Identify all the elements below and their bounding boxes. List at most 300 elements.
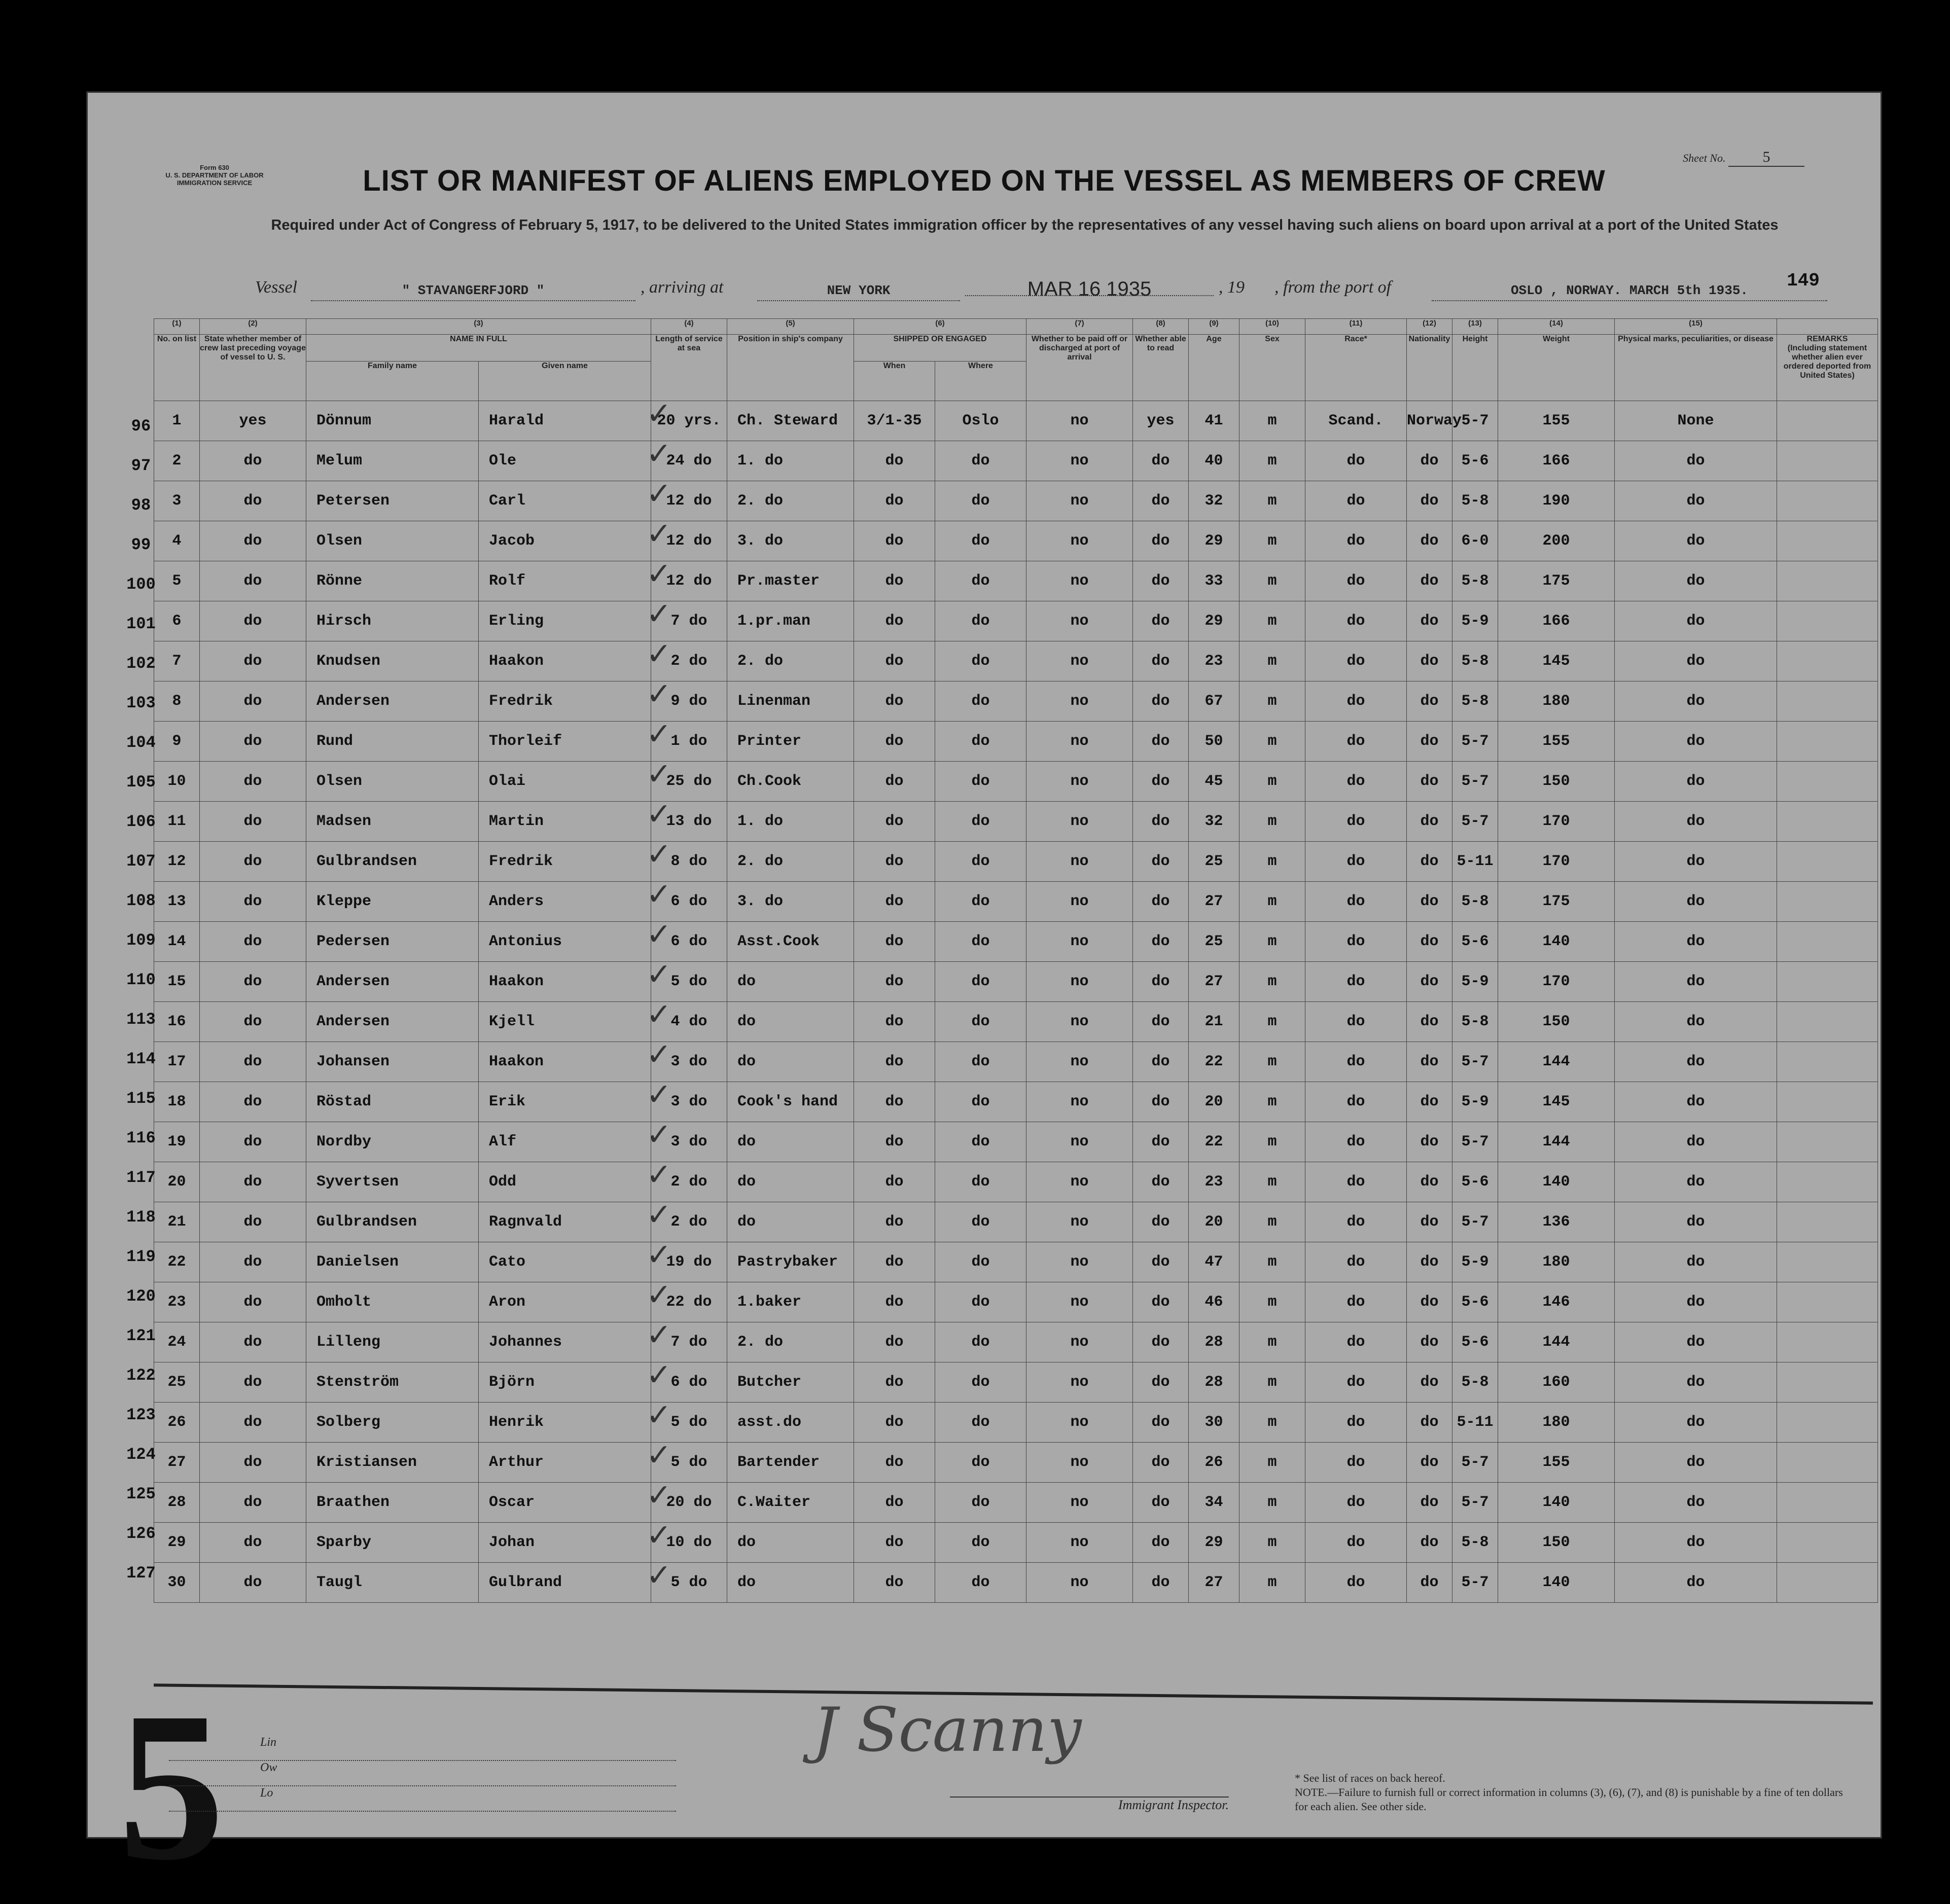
- cell-nat: do: [1407, 1162, 1452, 1202]
- column-number: (5): [727, 319, 854, 335]
- cell-nat: do: [1407, 962, 1452, 1002]
- cell-length: [646, 1197, 727, 1242]
- check-mark-icon: ✓: [646, 1397, 672, 1433]
- cell-height: 5-11: [1452, 842, 1498, 882]
- cell-given: Arthur: [479, 1443, 651, 1483]
- cell-race: do: [1305, 1322, 1407, 1362]
- cell-marks: do: [1615, 1563, 1777, 1603]
- race-note: * See list of races on back hereof.: [1295, 1772, 1445, 1784]
- cell-length: [646, 396, 727, 441]
- cell-length: [646, 1357, 727, 1403]
- cell-where: do: [935, 521, 1026, 561]
- cell-nat: do: [1407, 1523, 1452, 1563]
- column-sublabel: When: [854, 361, 935, 401]
- cell-position: Bartender: [727, 1443, 854, 1483]
- cell-marks: do: [1615, 1082, 1777, 1122]
- cell-height: 5-7: [1452, 762, 1498, 802]
- cell-weight: 136: [1498, 1202, 1615, 1242]
- table-row: [154, 802, 1878, 842]
- cell-family: Braathen: [306, 1483, 479, 1523]
- year-label: , 19: [1219, 278, 1245, 297]
- cell-height: 5-6: [1452, 1162, 1498, 1202]
- cell-weight: 175: [1498, 561, 1615, 601]
- cell-sex: m: [1239, 1563, 1305, 1603]
- manifest-line-number: 102: [126, 654, 156, 673]
- cell-no: 28: [154, 1483, 200, 1523]
- cell-where: do: [935, 1002, 1026, 1042]
- cell-marks: do: [1615, 1403, 1777, 1443]
- cell-when: do: [854, 802, 935, 842]
- cell-read: do: [1133, 962, 1189, 1002]
- cell-nat: do: [1407, 1403, 1452, 1443]
- cell-family: Kleppe: [306, 882, 479, 922]
- cell-read: yes: [1133, 401, 1189, 441]
- manifest-line-number: 116: [126, 1129, 156, 1147]
- column-label: Physical marks, peculiarities, or disease: [1615, 335, 1777, 401]
- cell-weight: 150: [1498, 762, 1615, 802]
- cell-position: 3. do: [727, 521, 854, 561]
- cell-position: Pr.master: [727, 561, 854, 601]
- cell-weight: 175: [1498, 882, 1615, 922]
- cell-given: Martin: [479, 802, 651, 842]
- cell-height: 5-8: [1452, 681, 1498, 722]
- table-row: [154, 962, 1878, 1002]
- length-value: 22 do: [666, 1294, 712, 1311]
- cell-height: 5-8: [1452, 1362, 1498, 1403]
- cell-weight: 180: [1498, 1242, 1615, 1282]
- cell-sex: m: [1239, 1122, 1305, 1162]
- cell-given: Haakon: [479, 962, 651, 1002]
- cell-age: 23: [1189, 641, 1239, 681]
- cell-where: do: [935, 842, 1026, 882]
- cell-age: 29: [1189, 521, 1239, 561]
- cell-paid: no: [1026, 521, 1133, 561]
- column-sublabel: Family name: [306, 361, 479, 401]
- cell-length: [646, 1237, 727, 1282]
- cell-where: do: [935, 441, 1026, 481]
- cell-when: do: [854, 1042, 935, 1082]
- column-number: (11): [1305, 319, 1407, 335]
- cell-given: Fredrik: [479, 842, 651, 882]
- cell-prev: do: [200, 722, 306, 762]
- table-header: [154, 319, 1878, 401]
- cell-paid: no: [1026, 681, 1133, 722]
- cell-read: do: [1133, 481, 1189, 521]
- cell-length: [646, 797, 727, 842]
- length-value: 12 do: [666, 492, 712, 510]
- check-mark-icon: ✓: [646, 1518, 672, 1553]
- cell-length: [646, 636, 727, 681]
- cell-no: 11: [154, 802, 200, 842]
- cell-given: Odd: [479, 1162, 651, 1202]
- footer-line-1: Lin: [169, 1736, 676, 1761]
- cell-read: do: [1133, 1483, 1189, 1523]
- cell-remarks: [1777, 1122, 1878, 1162]
- table-row: [154, 601, 1878, 641]
- column-label: REMARKS (Including statement whether alien ever ordered deported from United States): [1777, 335, 1878, 401]
- cell-where: do: [935, 1282, 1026, 1322]
- length-value: 6 do: [670, 1374, 707, 1391]
- cell-age: 32: [1189, 481, 1239, 521]
- column-number: (2): [200, 319, 306, 335]
- cell-weight: 155: [1498, 722, 1615, 762]
- check-mark-icon: ✓: [646, 396, 672, 432]
- table-row: [154, 641, 1878, 681]
- cell-given: Rolf: [479, 561, 651, 601]
- cell-weight: 155: [1498, 401, 1615, 441]
- manifest-line-number: 103: [126, 694, 156, 712]
- cell-race: do: [1305, 1483, 1407, 1523]
- cell-no: 16: [154, 1002, 200, 1042]
- cell-no: 15: [154, 962, 200, 1002]
- cell-position: do: [727, 1162, 854, 1202]
- cell-marks: do: [1615, 1202, 1777, 1242]
- vessel-name: " STAVANGERFJORD ": [311, 283, 635, 301]
- cell-when: do: [854, 1122, 935, 1162]
- length-value: 12 do: [666, 572, 712, 590]
- cell-nat: do: [1407, 641, 1452, 681]
- cell-race: do: [1305, 601, 1407, 641]
- manifest-line-number: 120: [126, 1287, 156, 1306]
- footer-lines: [169, 1736, 676, 1812]
- cell-sex: m: [1239, 601, 1305, 641]
- cell-position: Asst.Cook: [727, 922, 854, 962]
- cell-marks: do: [1615, 481, 1777, 521]
- cell-read: do: [1133, 762, 1189, 802]
- cell-sex: m: [1239, 1282, 1305, 1322]
- manifest-line-number: 105: [126, 773, 156, 792]
- cell-no: 24: [154, 1322, 200, 1362]
- table-row: [154, 882, 1878, 922]
- cell-where: do: [935, 1162, 1026, 1202]
- cell-marks: do: [1615, 681, 1777, 722]
- cell-family: Omholt: [306, 1282, 479, 1322]
- cell-nat: do: [1407, 681, 1452, 722]
- cell-no: 14: [154, 922, 200, 962]
- manifest-line-number: 124: [126, 1445, 156, 1464]
- cell-height: 5-7: [1452, 401, 1498, 441]
- cell-no: 20: [154, 1162, 200, 1202]
- cell-marks: do: [1615, 1002, 1777, 1042]
- column-label: Height: [1452, 335, 1498, 401]
- cell-age: 50: [1189, 722, 1239, 762]
- cell-height: 5-6: [1452, 1282, 1498, 1322]
- cell-given: Aron: [479, 1282, 651, 1322]
- column-label: Whether to be paid off or discharged at port of arrival: [1026, 335, 1133, 401]
- cell-remarks: [1777, 601, 1878, 641]
- cell-length: [646, 1037, 727, 1082]
- check-mark-icon: ✓: [646, 556, 672, 592]
- column-number: (7): [1026, 319, 1133, 335]
- cell-race: do: [1305, 1362, 1407, 1403]
- cell-nat: do: [1407, 922, 1452, 962]
- crew-table: [154, 318, 1878, 1603]
- cell-family: Andersen: [306, 681, 479, 722]
- cell-position: asst.do: [727, 1403, 854, 1443]
- manifest-line-number: 99: [131, 535, 151, 554]
- cell-paid: no: [1026, 962, 1133, 1002]
- cell-no: 6: [154, 601, 200, 641]
- cell-where: do: [935, 1202, 1026, 1242]
- table-row: [154, 1002, 1878, 1042]
- cell-when: do: [854, 481, 935, 521]
- cell-sex: m: [1239, 1403, 1305, 1443]
- cell-read: do: [1133, 922, 1189, 962]
- cell-given: Henrik: [479, 1403, 651, 1443]
- cell-marks: do: [1615, 1483, 1777, 1523]
- cell-sex: m: [1239, 1322, 1305, 1362]
- header-row: [154, 319, 1878, 335]
- cell-paid: no: [1026, 1042, 1133, 1082]
- column-label: No. on list: [154, 335, 200, 401]
- cell-height: 5-8: [1452, 641, 1498, 681]
- cell-read: do: [1133, 1563, 1189, 1603]
- cell-marks: do: [1615, 802, 1777, 842]
- cell-no: 4: [154, 521, 200, 561]
- cell-where: do: [935, 762, 1026, 802]
- cell-family: Nordby: [306, 1122, 479, 1162]
- manifest-line-number: 119: [126, 1247, 156, 1266]
- cell-height: 5-8: [1452, 561, 1498, 601]
- cell-given: Antonius: [479, 922, 651, 962]
- cell-sex: m: [1239, 401, 1305, 441]
- cell-height: 5-7: [1452, 1443, 1498, 1483]
- cell-family: Hirsch: [306, 601, 479, 641]
- cell-paid: no: [1026, 762, 1133, 802]
- length-value: 19 do: [666, 1253, 712, 1271]
- cell-position: 1.pr.man: [727, 601, 854, 641]
- column-label: Sex: [1239, 335, 1305, 401]
- length-value: 13 do: [666, 813, 712, 830]
- cell-family: Rund: [306, 722, 479, 762]
- cell-paid: no: [1026, 481, 1133, 521]
- cell-when: do: [854, 441, 935, 481]
- cell-read: do: [1133, 1202, 1189, 1242]
- cell-remarks: [1777, 521, 1878, 561]
- cell-race: do: [1305, 1242, 1407, 1282]
- cell-where: do: [935, 1563, 1026, 1603]
- cell-age: 20: [1189, 1082, 1239, 1122]
- table-row: [154, 1362, 1878, 1403]
- cell-weight: 144: [1498, 1122, 1615, 1162]
- cell-no: 2: [154, 441, 200, 481]
- cell-when: do: [854, 1403, 935, 1443]
- length-value: 1 do: [670, 733, 707, 750]
- cell-family: Olsen: [306, 762, 479, 802]
- cell-position: do: [727, 962, 854, 1002]
- cell-read: do: [1133, 1523, 1189, 1563]
- cell-position: Cook's hand: [727, 1082, 854, 1122]
- column-number: (14): [1498, 319, 1615, 335]
- cell-position: 2. do: [727, 641, 854, 681]
- cell-weight: 166: [1498, 601, 1615, 641]
- table-row: [154, 1523, 1878, 1563]
- cell-when: 3/1-35: [854, 401, 935, 441]
- cell-when: do: [854, 882, 935, 922]
- cell-marks: do: [1615, 882, 1777, 922]
- length-value: 3 do: [670, 1093, 707, 1110]
- cell-given: Cato: [479, 1242, 651, 1282]
- cell-age: 34: [1189, 1483, 1239, 1523]
- table-row: [154, 1242, 1878, 1282]
- cell-length: [646, 1518, 727, 1563]
- cell-height: 5-7: [1452, 722, 1498, 762]
- cell-given: Johannes: [479, 1322, 651, 1362]
- cell-remarks: [1777, 1483, 1878, 1523]
- cell-height: 5-9: [1452, 1242, 1498, 1282]
- manifest-line-number: 101: [126, 615, 156, 633]
- cell-remarks: [1777, 1563, 1878, 1603]
- table-row: [154, 1042, 1878, 1082]
- header-row: [154, 335, 1878, 362]
- cell-length: [646, 1117, 727, 1162]
- cell-length: [646, 676, 727, 722]
- length-value: 8 do: [670, 853, 707, 870]
- cell-nat: do: [1407, 1202, 1452, 1242]
- cell-age: 29: [1189, 601, 1239, 641]
- column-label: Position in ship's company: [727, 335, 854, 401]
- cell-height: 5-7: [1452, 1483, 1498, 1523]
- cell-paid: no: [1026, 441, 1133, 481]
- cell-age: 47: [1189, 1242, 1239, 1282]
- cell-given: Fredrik: [479, 681, 651, 722]
- table-row: [154, 922, 1878, 962]
- sheet-no-value: 5: [1728, 149, 1804, 167]
- cell-paid: no: [1026, 1563, 1133, 1603]
- column-label: SHIPPED OR ENGAGED: [854, 335, 1026, 362]
- cell-family: Gulbrandsen: [306, 842, 479, 882]
- cell-weight: 150: [1498, 1002, 1615, 1042]
- cell-read: do: [1133, 1122, 1189, 1162]
- length-value: 2 do: [670, 653, 707, 670]
- cell-when: do: [854, 601, 935, 641]
- cell-prev: do: [200, 1322, 306, 1362]
- cell-paid: no: [1026, 641, 1133, 681]
- inspector-label: Immigrant Inspector.: [950, 1797, 1229, 1813]
- cell-when: do: [854, 1002, 935, 1042]
- cell-when: do: [854, 681, 935, 722]
- cell-family: Stenström: [306, 1362, 479, 1403]
- check-mark-icon: ✓: [646, 957, 672, 992]
- check-mark-icon: ✓: [646, 716, 672, 752]
- length-value: 5 do: [670, 973, 707, 990]
- length-value: 20 do: [666, 1494, 712, 1511]
- cell-nat: do: [1407, 762, 1452, 802]
- cell-given: Carl: [479, 481, 651, 521]
- cell-remarks: [1777, 1282, 1878, 1322]
- cell-no: 27: [154, 1443, 200, 1483]
- cell-height: 6-0: [1452, 521, 1498, 561]
- cell-where: do: [935, 922, 1026, 962]
- cell-sex: m: [1239, 722, 1305, 762]
- cell-sex: m: [1239, 1483, 1305, 1523]
- cell-remarks: [1777, 1002, 1878, 1042]
- column-sublabel: Where: [935, 361, 1026, 401]
- cell-sex: m: [1239, 762, 1305, 802]
- cell-weight: 166: [1498, 441, 1615, 481]
- cell-marks: do: [1615, 1242, 1777, 1282]
- check-mark-icon: ✓: [646, 1077, 672, 1112]
- length-value: 6 do: [670, 893, 707, 910]
- manifest-line-number: 127: [126, 1564, 156, 1583]
- cell-weight: 190: [1498, 481, 1615, 521]
- table-row: [154, 722, 1878, 762]
- cell-paid: no: [1026, 1162, 1133, 1202]
- cell-length: [646, 1277, 727, 1322]
- cell-remarks: [1777, 1042, 1878, 1082]
- manifest-line-number: 108: [126, 891, 156, 910]
- column-number: (8): [1133, 319, 1189, 335]
- cell-marks: do: [1615, 601, 1777, 641]
- cell-where: do: [935, 561, 1026, 601]
- length-value: 7 do: [670, 1334, 707, 1351]
- cell-nat: do: [1407, 1042, 1452, 1082]
- cell-length: [646, 436, 727, 481]
- cell-where: do: [935, 1322, 1026, 1362]
- cell-given: Anders: [479, 882, 651, 922]
- check-mark-icon: ✓: [646, 1117, 672, 1153]
- cell-read: do: [1133, 882, 1189, 922]
- cell-race: do: [1305, 681, 1407, 722]
- cell-marks: do: [1615, 722, 1777, 762]
- cell-where: do: [935, 962, 1026, 1002]
- cell-weight: 180: [1498, 1403, 1615, 1443]
- cell-age: 27: [1189, 962, 1239, 1002]
- cell-nat: do: [1407, 1002, 1452, 1042]
- cell-prev: do: [200, 1122, 306, 1162]
- cell-where: do: [935, 882, 1026, 922]
- cell-given: Erling: [479, 601, 651, 641]
- cell-no: 21: [154, 1202, 200, 1242]
- cell-family: Petersen: [306, 481, 479, 521]
- table-row: [154, 1403, 1878, 1443]
- arriving-label: , arriving at: [641, 278, 724, 297]
- manifest-line-number: 100: [126, 575, 156, 594]
- cell-prev: yes: [200, 401, 306, 441]
- cell-where: do: [935, 681, 1026, 722]
- table-row: [154, 1483, 1878, 1523]
- manifest-line-number: 125: [126, 1485, 156, 1503]
- cell-given: Alf: [479, 1122, 651, 1162]
- cell-height: 5-8: [1452, 1002, 1498, 1042]
- cell-sex: m: [1239, 1202, 1305, 1242]
- cell-sex: m: [1239, 481, 1305, 521]
- cell-marks: do: [1615, 561, 1777, 601]
- cell-nat: do: [1407, 481, 1452, 521]
- cell-when: do: [854, 722, 935, 762]
- cell-nat: do: [1407, 802, 1452, 842]
- length-value: 7 do: [670, 613, 707, 630]
- cell-length: [646, 1317, 727, 1362]
- cell-sex: m: [1239, 882, 1305, 922]
- table-row: [154, 441, 1878, 481]
- cell-position: Ch.Cook: [727, 762, 854, 802]
- cell-sex: m: [1239, 1242, 1305, 1282]
- cell-sex: m: [1239, 1082, 1305, 1122]
- length-value: 6 do: [670, 933, 707, 950]
- cell-age: 21: [1189, 1002, 1239, 1042]
- cell-prev: do: [200, 441, 306, 481]
- cell-remarks: [1777, 561, 1878, 601]
- cell-family: Knudsen: [306, 641, 479, 681]
- manifest-line-number: 97: [131, 456, 151, 475]
- table-body: [154, 396, 1878, 1603]
- cell-remarks: [1777, 882, 1878, 922]
- check-mark-icon: ✓: [646, 596, 672, 632]
- cell-sex: m: [1239, 1523, 1305, 1563]
- cell-marks: do: [1615, 842, 1777, 882]
- check-mark-icon: ✓: [646, 676, 672, 712]
